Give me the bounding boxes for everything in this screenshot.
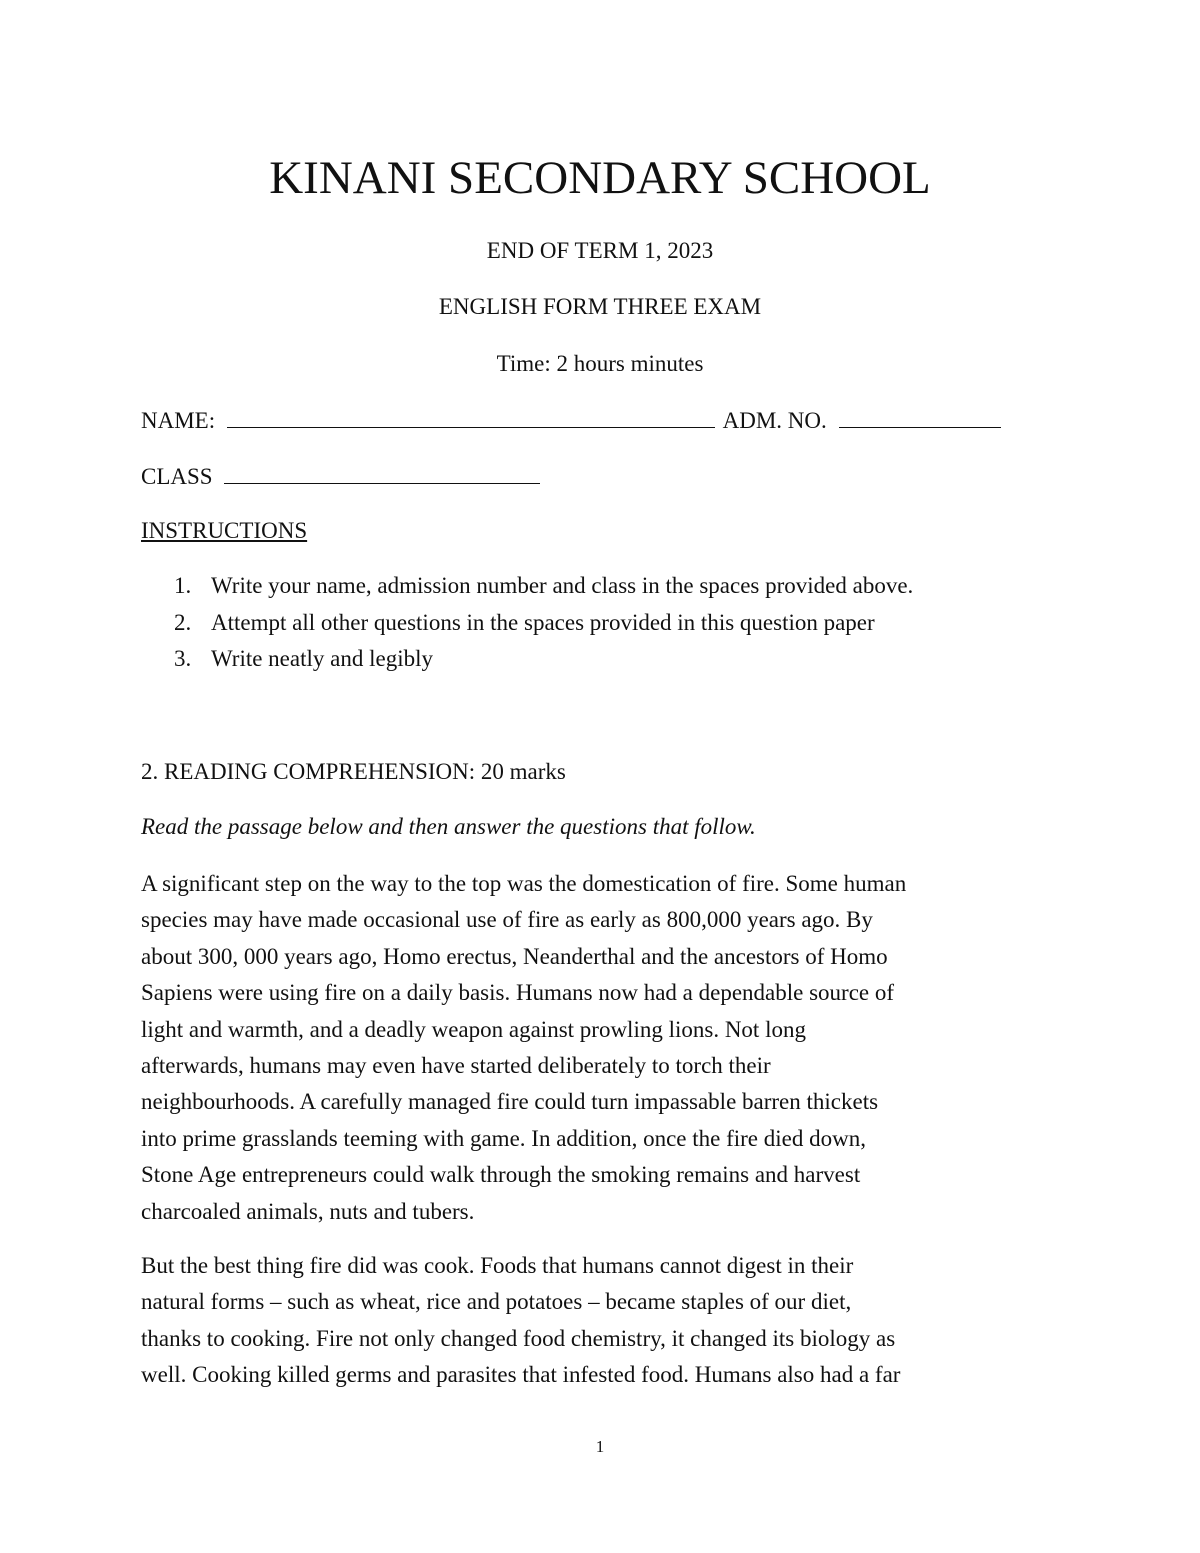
passage-line: But the best thing fire did was cook. Foods that humans cannot digest in their [141,1253,854,1278]
section-heading: 2. READING COMPREHENSION: 20 marks [141,759,566,784]
passage-line: Sapiens were using fire on a daily basis. Humans now had a dependable source of [141,980,895,1006]
class-field[interactable] [224,461,540,484]
instruction-number: 3. [174,646,192,671]
passage-line: natural forms – such as wheat, rice and potatoes – became staples of our diet, [141,1289,852,1315]
exam-term: END OF TERM 1, 2023 [486,238,714,263]
passage-line: into prime grasslands teeming with game. In addition, once the fire died down, [141,1125,866,1151]
class-row [141,461,540,492]
school-title: KINANI SECONDARY SCHOOL [269,152,931,204]
section-directive: Read the passage below and then answer the questions that follow. [141,814,756,839]
page-number: 1 [595,1437,605,1456]
passage-line: A significant step on the way to the top was the domestication of fire. Some human [141,871,907,896]
name-field[interactable] [227,405,715,428]
passage-line: neighbourhoods. A carefully managed fire could turn impassable barren thickets [141,1089,879,1115]
instruction-number: 2. [174,610,192,635]
passage-line: well. Cooking killed germs and parasites that infested food. Humans also had a far [141,1362,901,1388]
passage-line: afterwards, humans may even have started deliberately to torch their [141,1052,771,1078]
instruction-text: Attempt all other questions in the spaces provided in this question paper [211,610,875,635]
passage-line: light and warmth, and a deadly weapon against prowling lions. Not long [141,1016,806,1042]
exam-time: Time: 2 hours minutes [496,351,704,376]
class-label: CLASS [141,464,213,489]
adm-label: ADM. NO. [722,408,827,433]
passage-line: species may have made occasional use of fire as early as 800,000 years ago. By [141,907,873,933]
exam-subject: ENGLISH FORM THREE EXAM [438,294,762,319]
name-row [141,405,1001,436]
passage-line: about 300, 000 years ago, Homo erectus, Neanderthal and the ancestors of Homo [141,943,888,969]
instruction-text: Write neatly and legibly [211,646,433,671]
passage-line: Stone Age entrepreneurs could walk through the smoking remains and harvest [141,1162,861,1188]
passage-paragraph-2 [141,1248,900,1394]
instructions-heading: INSTRUCTIONS [141,518,308,543]
passage-line: charcoaled animals, nuts and tubers. [141,1198,475,1224]
instruction-text: Write your name, admission number and class in the spaces provided above. [211,573,914,598]
passage-paragraph-1 [141,866,906,1230]
name-label: NAME: [141,408,216,433]
instruction-number: 1. [174,573,192,598]
adm-field[interactable] [839,405,1001,428]
passage-line: thanks to cooking. Fire not only changed food chemistry, it changed its biology as [141,1325,896,1351]
